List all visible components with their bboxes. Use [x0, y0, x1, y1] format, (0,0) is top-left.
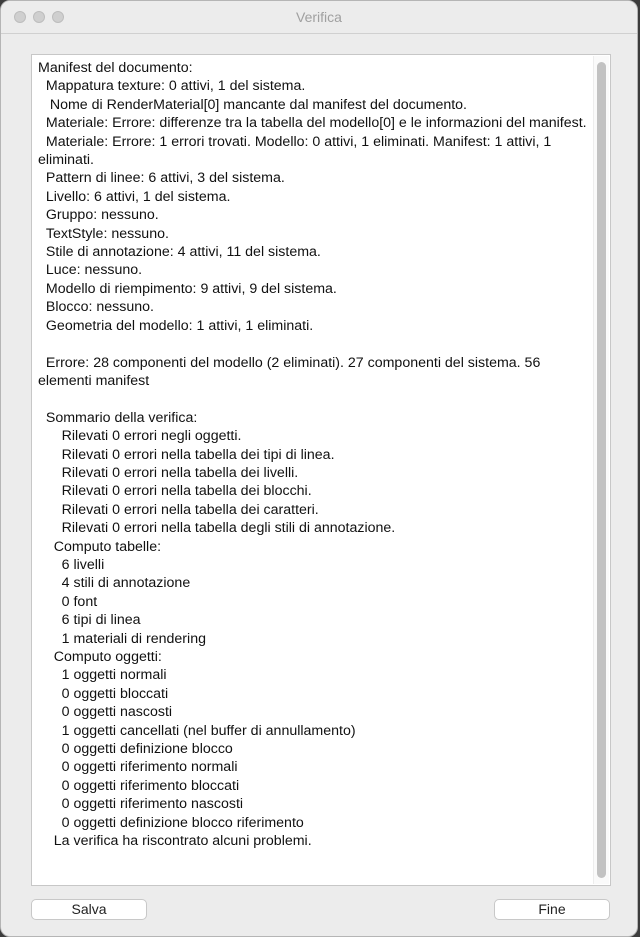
report-line: 0 oggetti definizione blocco riferimento [61, 814, 304, 831]
report-line: 0 font [61, 593, 98, 610]
report-line: 6 livelli [61, 556, 105, 573]
save-button[interactable]: Salva [31, 899, 147, 920]
report-line: Computo oggetti: [53, 649, 162, 665]
report-line: Manifest del documento: [38, 60, 193, 76]
report-line: Modello di riempimento: 9 attivi, 9 del sistema. [45, 280, 337, 297]
report-line: 1 materiali di rendering [61, 630, 206, 647]
report-line: Materiale: Errore: 1 errori trovati. Modello: 0 attivi, 1 eliminati. Manifest: 1 attivi, 1 eliminati. [38, 133, 552, 169]
report-line: 0 oggetti riferimento normali [61, 759, 238, 776]
title-bar [1, 1, 637, 34]
scrollbar-thumb[interactable] [597, 62, 606, 878]
report-line: Gruppo: nessuno. [45, 207, 159, 224]
report-line: Geometria del modello: 1 attivi, 1 eliminati. [45, 317, 314, 334]
report-line: Computo tabelle: [53, 538, 162, 555]
report-line: Mappatura texture: 0 attivi, 1 del sistema. [45, 78, 306, 95]
report-line: Materiale: Errore: differenze tra la tabella del modello[0] e le informazioni del manifest. [45, 115, 587, 132]
report-line: Blocco: nessuno. [45, 299, 154, 316]
report-line: 0 oggetti definizione blocco [61, 741, 233, 758]
report-line: Nome di RenderMaterial[0] mancante dal manifest del documento. [49, 96, 468, 113]
report-line: Stile di annotazione: 4 attivi, 11 del sistema. [45, 244, 321, 261]
report-line: 0 oggetti nascosti [61, 704, 173, 721]
report-line: Sommario della verifica: [45, 409, 198, 426]
report-line: La verifica ha riscontrato alcuni problemi. [53, 833, 312, 850]
report-line: 4 stili di annotazione [61, 575, 191, 592]
report-line: Rilevati 0 errori nella tabella degli stili di annotazione. [61, 520, 396, 537]
report-line: TextStyle: nessuno. [45, 225, 169, 242]
report-line: Rilevati 0 errori negli oggetti. [61, 428, 242, 445]
report-line: Rilevati 0 errori nella tabella dei livelli. [61, 464, 299, 481]
report-line: 1 oggetti normali [61, 667, 167, 684]
report-line: Errore: 28 componenti del modello (2 eliminati). 27 componenti del sistema. 56 elementi manifest [38, 354, 541, 389]
report-text [38, 59, 588, 850]
report-line: Rilevati 0 errori nella tabella dei blocchi. [61, 483, 312, 500]
vertical-scrollbar[interactable] [593, 56, 609, 884]
done-button[interactable]: Fine [494, 899, 610, 920]
report-line: Pattern di linee: 6 attivi, 3 del sistema. [45, 170, 285, 187]
report-line: 0 oggetti riferimento bloccati [61, 777, 240, 794]
window-title: Verifica [296, 9, 342, 25]
report-line: Luce: nessuno. [45, 262, 143, 279]
report-line: Livello: 6 attivi, 1 del sistema. [45, 188, 231, 205]
report-line: 1 oggetti cancellati (nel buffer di annullamento) [61, 722, 356, 739]
report-line: Rilevati 0 errori nella tabella dei caratteri. [61, 501, 319, 518]
report-line: 6 tipi di linea [61, 612, 141, 629]
report-line: 0 oggetti riferimento nascosti [61, 796, 244, 813]
report-line: 0 oggetti bloccati [61, 685, 169, 702]
report-text-area[interactable] [31, 54, 611, 886]
report-line: Rilevati 0 errori nella tabella dei tipi di linea. [61, 446, 335, 463]
